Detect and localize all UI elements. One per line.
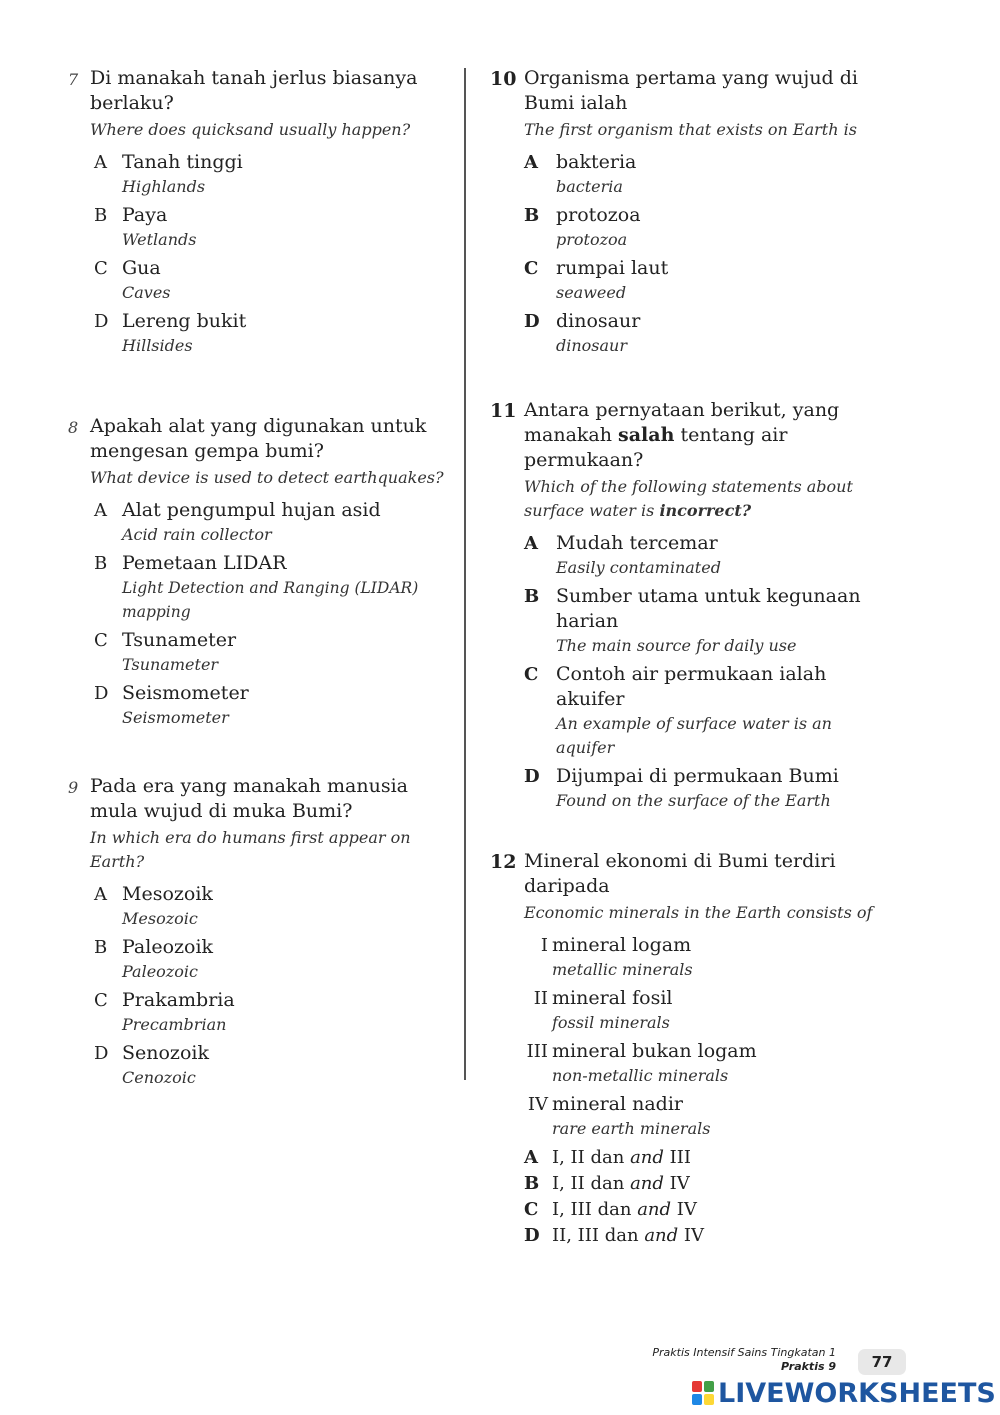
statement-numeral: III [526, 1041, 548, 1062]
question-number: 9 [68, 778, 79, 797]
question-text-en: Economic minerals in the Earth consists of [524, 903, 873, 922]
option-text-ms: Pemetaan LIDAR [122, 552, 287, 574]
question-text-part: tentang air permukaan? [524, 424, 788, 471]
option-text-en: and [630, 1173, 664, 1194]
option-a[interactable] [524, 531, 875, 580]
option-text-ms: bakteria [556, 151, 637, 173]
option-letter: D [524, 766, 540, 787]
statement-text-ms: mineral fosil [552, 987, 673, 1009]
option-letter: B [524, 586, 540, 607]
option-text-en: and [644, 1225, 679, 1246]
question-text-en: What device is used to detect earthquakes? [90, 468, 444, 487]
option-text-en: Easily contaminated [556, 558, 721, 577]
book-info [640, 1346, 836, 1374]
option-list [90, 498, 448, 730]
statement-ii [524, 986, 875, 1035]
option-text: IV [683, 1225, 705, 1246]
logo-square [704, 1381, 714, 1392]
emphasis-word: salah [618, 424, 675, 446]
option-b[interactable] [90, 203, 448, 252]
option-text-ms: Dijumpai di permukaan Bumi [556, 765, 839, 787]
liveworksheets-brand[interactable] [692, 1376, 996, 1410]
option-text-en: Hillsides [122, 336, 193, 355]
question-text-ms [524, 398, 875, 473]
option-text-en: Tsunameter [122, 655, 219, 674]
option-text: IV [676, 1199, 697, 1220]
statement-text-en: metallic minerals [552, 960, 693, 979]
question-10 [490, 66, 875, 358]
option-text-en: Found on the surface of the Earth [556, 791, 831, 810]
option-text-en: Highlands [122, 177, 206, 196]
option-a[interactable] [90, 150, 448, 199]
option-text-ms: Paya [122, 204, 168, 226]
option-c[interactable] [90, 628, 448, 677]
option-c[interactable] [90, 256, 448, 305]
option-text-en: An example of surface water is an aquifer [556, 714, 832, 757]
statement-text-en: non-metallic minerals [552, 1066, 729, 1085]
question-number: 12 [490, 851, 517, 873]
option-letter: D [94, 311, 109, 332]
option-list [524, 531, 875, 813]
option-text: I, II dan [552, 1147, 625, 1168]
logo-square [692, 1381, 702, 1392]
logo-square [692, 1394, 702, 1405]
question-text-ms: Apakah alat yang digunakan untuk mengesan gempa bumi? [90, 415, 427, 462]
emphasis-word: incorrect? [659, 501, 752, 520]
brand-name: LIVEWORKSHEETS [718, 1377, 996, 1409]
option-text-en: protozoa [556, 230, 628, 249]
option-text-ms: Seismometer [122, 682, 249, 704]
option-c[interactable] [90, 988, 448, 1037]
question-number: 11 [490, 400, 517, 422]
option-text-en: Caves [122, 283, 171, 302]
statement-list [524, 933, 875, 1141]
statement-numeral: I [540, 935, 548, 956]
option-text-en: Paleozoic [122, 962, 198, 981]
option-text: II, III dan [552, 1225, 639, 1246]
option-text-en: Wetlands [122, 230, 197, 249]
question-text-en [524, 475, 875, 523]
statement-i [524, 933, 875, 982]
option-d[interactable] [524, 1223, 875, 1249]
statement-text-en: fossil minerals [552, 1013, 670, 1032]
section-label: Praktis 9 [781, 1360, 836, 1373]
statement-numeral: IV [527, 1094, 548, 1115]
option-text-ms: Paleozoik [122, 936, 214, 958]
option-text-en: Cenozoic [122, 1068, 196, 1087]
option-b[interactable] [90, 551, 448, 624]
option-text: III [669, 1147, 692, 1168]
question-text-en: The first organism that exists on Earth is [524, 120, 857, 139]
option-letter: B [524, 205, 540, 226]
statement-text-ms: mineral bukan logam [552, 1040, 757, 1062]
option-c[interactable] [524, 256, 875, 305]
option-list [524, 1145, 875, 1249]
column-divider [464, 68, 466, 1080]
right-column [490, 66, 875, 1291]
option-text: I, III dan [552, 1199, 632, 1220]
option-list [90, 882, 448, 1090]
option-a[interactable] [524, 1145, 875, 1171]
option-text-en: Light Detection and Ranging (LIDAR) mapping [122, 579, 419, 621]
option-text-ms: Sumber utama untuk kegunaan harian [556, 585, 861, 632]
option-text-ms: Prakambria [122, 989, 235, 1011]
question-8 [68, 414, 448, 730]
option-text-en: Acid rain collector [122, 525, 272, 544]
option-d[interactable] [90, 681, 448, 730]
liveworksheets-logo-icon [692, 1381, 714, 1405]
question-7 [68, 66, 448, 358]
option-text-ms: Tsunameter [122, 629, 237, 651]
statement-iii [524, 1039, 875, 1088]
question-text-en: Where does quicksand usually happen? [90, 120, 411, 139]
book-title: Praktis Intensif Sains Tingkatan 1 [652, 1346, 836, 1359]
statement-text-ms: mineral logam [552, 934, 692, 956]
option-letter: B [524, 1173, 540, 1194]
option-letter: B [94, 553, 108, 574]
option-text-en: seaweed [556, 283, 627, 302]
question-number: 7 [68, 70, 79, 89]
option-text-ms: dinosaur [556, 310, 641, 332]
option-letter: D [524, 311, 540, 332]
option-a[interactable] [90, 882, 448, 931]
option-text-en: Mesozoic [122, 909, 198, 928]
statement-text-en: rare earth minerals [552, 1119, 711, 1138]
logo-square [704, 1394, 714, 1405]
option-text-ms: protozoa [556, 204, 641, 226]
option-letter: A [94, 500, 107, 521]
question-9 [68, 774, 448, 1090]
question-12 [490, 849, 875, 1249]
question-number: 10 [490, 68, 517, 90]
option-letter: D [94, 683, 109, 704]
option-text-ms: Mesozoik [122, 883, 213, 905]
option-letter: A [524, 152, 538, 173]
option-text-ms: Tanah tinggi [122, 151, 243, 173]
option-letter: B [94, 937, 108, 958]
option-letter: C [94, 630, 108, 651]
option-letter: A [524, 533, 538, 554]
question-text-ms: Di manakah tanah jerlus biasanya berlaku? [90, 67, 418, 114]
statement-numeral: II [533, 988, 548, 1009]
option-text-en: and [630, 1147, 664, 1168]
option-letter: C [524, 258, 539, 279]
option-d[interactable] [524, 309, 875, 358]
option-text-en: Precambrian [122, 1015, 227, 1034]
option-letter: C [94, 258, 108, 279]
question-text-en: In which era do humans first appear on Earth? [90, 828, 411, 871]
option-a[interactable] [90, 498, 448, 547]
option-text: IV [669, 1173, 690, 1194]
option-d[interactable] [90, 309, 448, 358]
option-letter: A [524, 1147, 538, 1168]
option-b[interactable] [524, 584, 875, 658]
question-text-part: Antara pernyataan berikut, yang manakah [524, 399, 840, 446]
page-number: 77 [858, 1349, 906, 1375]
option-text-ms: Senozoik [122, 1042, 209, 1064]
option-letter: A [94, 884, 107, 905]
option-b[interactable] [524, 203, 875, 252]
option-text-en: The main source for daily use [556, 636, 797, 655]
option-letter: C [94, 990, 108, 1011]
option-c[interactable] [524, 662, 875, 760]
option-text: I, II dan [552, 1173, 625, 1194]
option-text-ms: rumpai laut [556, 257, 669, 279]
option-letter: D [94, 1043, 109, 1064]
question-text-ms: Organisma pertama yang wujud di Bumi ialah [524, 67, 859, 114]
option-letter: B [94, 205, 108, 226]
option-list [90, 150, 448, 358]
option-text-ms: Gua [122, 257, 161, 279]
option-b[interactable] [90, 935, 448, 984]
question-text-ms: Mineral ekonomi di Bumi terdiri daripada [524, 850, 836, 897]
question-11 [490, 398, 875, 813]
option-letter: C [524, 1199, 539, 1220]
option-d[interactable] [90, 1041, 448, 1090]
question-text-ms: Pada era yang manakah manusia mula wujud di muka Bumi? [90, 775, 408, 822]
option-text-ms: Lereng bukit [122, 310, 247, 332]
option-text-en: and [637, 1199, 672, 1220]
option-text-ms: Contoh air permukaan ialah akuifer [556, 663, 827, 710]
option-letter: C [524, 664, 539, 685]
question-text-part: Which of the following statements about surface water is [524, 477, 853, 520]
option-text-en: bacteria [556, 177, 623, 196]
option-list [524, 150, 875, 358]
statement-iv [524, 1092, 875, 1141]
option-a[interactable] [524, 150, 875, 199]
option-text-en: dinosaur [556, 336, 627, 355]
option-c[interactable] [524, 1197, 875, 1223]
statement-text-ms: mineral nadir [552, 1093, 683, 1115]
option-letter: A [94, 152, 107, 173]
question-number: 8 [68, 418, 79, 437]
option-text-ms: Alat pengumpul hujan asid [122, 499, 381, 521]
option-d[interactable] [524, 764, 875, 813]
left-column [68, 66, 448, 1132]
option-b[interactable] [524, 1171, 875, 1197]
option-letter: D [524, 1225, 540, 1246]
option-text-ms: Mudah tercemar [556, 532, 718, 554]
option-text-en: Seismometer [122, 708, 229, 727]
